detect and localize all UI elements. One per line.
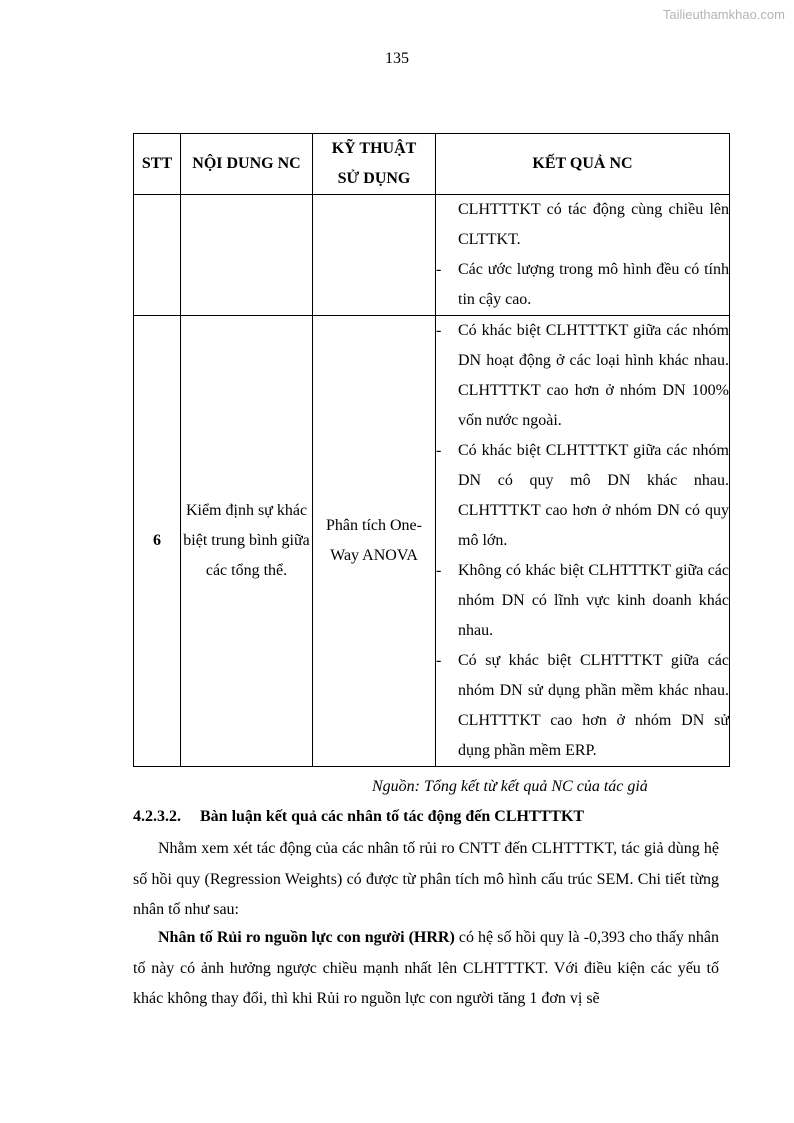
header-technique-line1: KỸ THUẬT xyxy=(331,140,417,157)
header-technique xyxy=(313,134,436,195)
paragraph-bold-lead: Nhân tố Rủi ro nguồn lực con người (HRR) xyxy=(158,929,455,946)
paragraph xyxy=(133,923,719,1015)
result-item: - Có khác biệt CLHTTTKT giữa các nhóm DN hoạt động ở các loại hình khác nhau. CLHTTTKT cao hơn ở nhóm DN 100% vốn nước ngoài. xyxy=(436,316,729,436)
cell-technique xyxy=(313,195,436,316)
table-row xyxy=(134,195,730,316)
table-source-note: Nguồn: Tổng kết từ kết quả NC của tác giả xyxy=(372,778,648,795)
cell-technique: Phân tích One-Way ANOVA xyxy=(313,316,436,767)
result-item: - Có sự khác biệt CLHTTTKT giữa các nhóm DN sử dụng phần mềm khác nhau. CLHTTTKT cao hơn ở nhóm DN sử dụng phần mềm ERP. xyxy=(436,646,729,766)
cell-stt xyxy=(134,195,181,316)
table-header-row xyxy=(134,134,730,195)
result-list xyxy=(436,195,729,315)
header-result: KẾT QUẢ NC xyxy=(436,134,730,195)
header-stt: STT xyxy=(134,134,181,195)
cell-content xyxy=(181,195,313,316)
cell-result xyxy=(436,195,730,316)
paragraph-text: Nhằm xem xét tác động của các nhân tố rủi ro CNTT đến CLHTTTKT, tác giả dùng hệ số hồi quy (Regression Weights) có được từ phân tích mô hình cấu trúc SEM. Chi tiết từng nhân tố như sau: xyxy=(133,840,719,918)
header-content: NỘI DUNG NC xyxy=(181,134,313,195)
section-heading xyxy=(133,806,584,828)
result-item: - Không có khác biệt CLHTTTKT giữa các nhóm DN có lĩnh vực kinh doanh khác nhau. xyxy=(436,556,729,646)
header-technique-line2: SỬ DỤNG xyxy=(337,170,411,187)
result-list xyxy=(436,316,729,766)
result-item: CLHTTTKT có tác động cùng chiều lên CLTTKT. xyxy=(458,201,729,248)
table-row xyxy=(134,316,730,767)
paragraph-text: có hệ số hồi quy là -0,393 cho thấy nhân tố này có ảnh hưởng ngược chiều mạnh nhất lên CLHTTTKT. Với điều kiện các yếu tố khác không thay đổi, thì khi Rủi ro nguồn lực con người tăng 1 đơn vị sẽ xyxy=(133,929,720,1007)
result-item: - Các ước lượng trong mô hình đều có tính tin cậy cao. xyxy=(436,255,729,315)
results-table xyxy=(133,133,730,767)
page-number: 135 xyxy=(385,50,409,67)
cell-result xyxy=(436,316,730,767)
result-item: - Có khác biệt CLHTTTKT giữa các nhóm DN có quy mô DN khác nhau. CLHTTTKT cao hơn ở nhóm DN có quy mô lớn. xyxy=(436,436,729,556)
paragraph xyxy=(133,834,719,926)
section-title: Bàn luận kết quả các nhân tố tác động đến CLHTTTKT xyxy=(200,808,585,825)
watermark: Tailieuthamkhao.com xyxy=(662,7,785,22)
section-number: 4.2.3.2. xyxy=(133,808,181,825)
cell-content: Kiểm định sự khác biệt trung bình giữa các tổng thể. xyxy=(181,316,313,767)
cell-stt: 6 xyxy=(134,316,181,767)
